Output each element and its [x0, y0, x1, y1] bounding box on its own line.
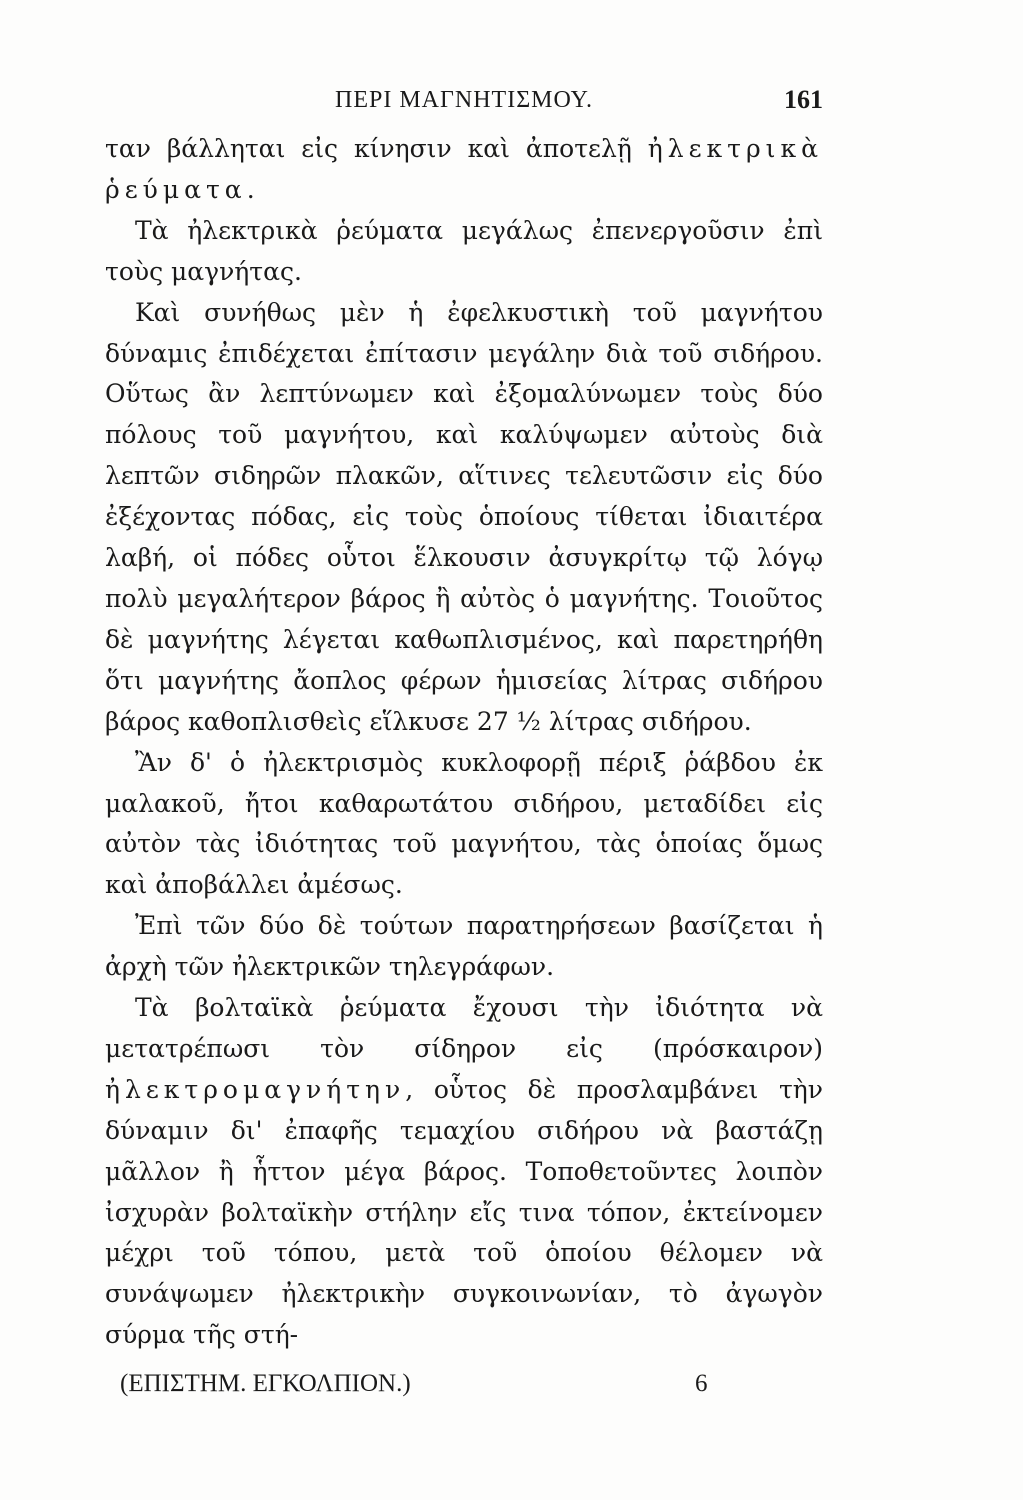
page-header	[105, 80, 823, 120]
text-segment: Καὶ συνήθως μὲν ἡ ἐφελκυστικὴ τοῦ μαγνήτου δύναμις ἐπιδέχεται ἐπίτασιν μεγάλην διὰ τοῦ σιδήρου. Οὕτως ἂν λεπτύνωμεν καὶ ἐξομαλύνωμεν τοὺς δύο πόλους τοῦ μαγνήτου, καὶ καλύψωμεν αὐτοὺς διὰ λεπτῶν σιδηρῶν πλακῶν, αἵτινες τελευτῶσιν εἰς δύο ἐξέχοντας πόδας, εἰς τοὺς ὁποίους τίθεται ἰδιαιτέρα λαβή, οἱ πόδες οὗτοι ἕλκουσιν ἀσυγκρίτῳ τῷ λόγῳ πολὺ μεγαλήτερον βάρος ἢ αὐτὸς ὁ μαγνήτης. Τοιοῦτος δὲ μαγνήτης λέγεται καθωπλισμένος, καὶ παρετηρήθη ὅτι μαγνήτης ἄοπλος φέρων ἡμισείας λίτρας σιδήρου βάρος καθοπλισθεὶς εἵλκυσε 27 ½ λίτρας σιδήρου.	[105, 297, 823, 736]
signature-line: (ΕΠΙΣΤΗΜ. ΕΓΚΟΛΠΙΟΝ.)	[120, 1370, 411, 1397]
text-segment: , οὗτος δὲ προσλαμβάνει τὴν δύναμιν δι' ἐπαφῆς τεμαχίου σιδήρου νὰ βαστάζῃ μᾶλλον ἢ ἧττον μέγα βάρος. Τοποθετοῦντες λοιπὸν ἰσχυρὰν βολταϊκὴν στήλην εἴς τινα τόπον, ἐκτείνομεν μέχρι τοῦ τόπου, μετὰ τοῦ ὁποίου θέλομεν νὰ συνάψωμεν ἠλεκτρικὴν συγκοινωνίαν, τὸ ἀγωγὸν σύρμα τῆς στή-	[105, 1074, 823, 1350]
text-segment: Τὰ ἠλεκτρικὰ ῥεύματα μεγάλως ἐπενεργοῦσιν ἐπὶ τοὺς μαγνήτας.	[105, 215, 823, 286]
text-segment: ταν βάλληται εἰς κίνησιν καὶ ἀποτελῇ	[105, 134, 648, 163]
text-segment: Τὰ βολταϊκὰ ῥεύματα ἔχουσι τὴν ἰδιότητα νὰ μετατρέπωσι τὸν σίδηρον εἰς (πρόσκαιρον)	[105, 993, 823, 1063]
emphasized-term: ἠλεκτρικὰ ῥεύματα	[105, 134, 823, 204]
running-title: ΠΕΡΙ ΜΑΓΝΗΤΙΣΜΟΥ.	[335, 87, 593, 113]
emphasized-term: ἠλεκτρομαγνήτην	[105, 1074, 406, 1104]
paragraph	[105, 906, 823, 988]
paragraph	[105, 988, 823, 1356]
page-footer	[120, 1364, 720, 1404]
body-text	[105, 129, 823, 1354]
page-number: 161	[784, 85, 823, 114]
signature-mark: 6	[695, 1370, 708, 1397]
text-segment: .	[246, 174, 255, 204]
paragraph	[105, 293, 823, 743]
text-segment: Ἐπὶ τῶν δύο δὲ τούτων παρατηρήσεων βασίζεται ἡ ἀρχὴ τῶν ἠλεκτρικῶν τηλεγράφων.	[105, 911, 823, 982]
paragraph	[105, 743, 823, 907]
text-segment: Ἂν δ' ὁ ἠλεκτρισμὸς κυκλοφορῇ πέριξ ῥάβδου ἐκ μαλακοῦ, ἤτοι καθαρωτάτου σιδήρου, μεταδίδει εἰς αὐτὸν τὰς ἰδιότητας τοῦ μαγνήτου, τὰς ὁποίας ὅμως καὶ ἀποβάλλει ἀμέσως.	[105, 747, 823, 900]
paragraph	[105, 211, 823, 293]
paragraph	[105, 129, 823, 211]
